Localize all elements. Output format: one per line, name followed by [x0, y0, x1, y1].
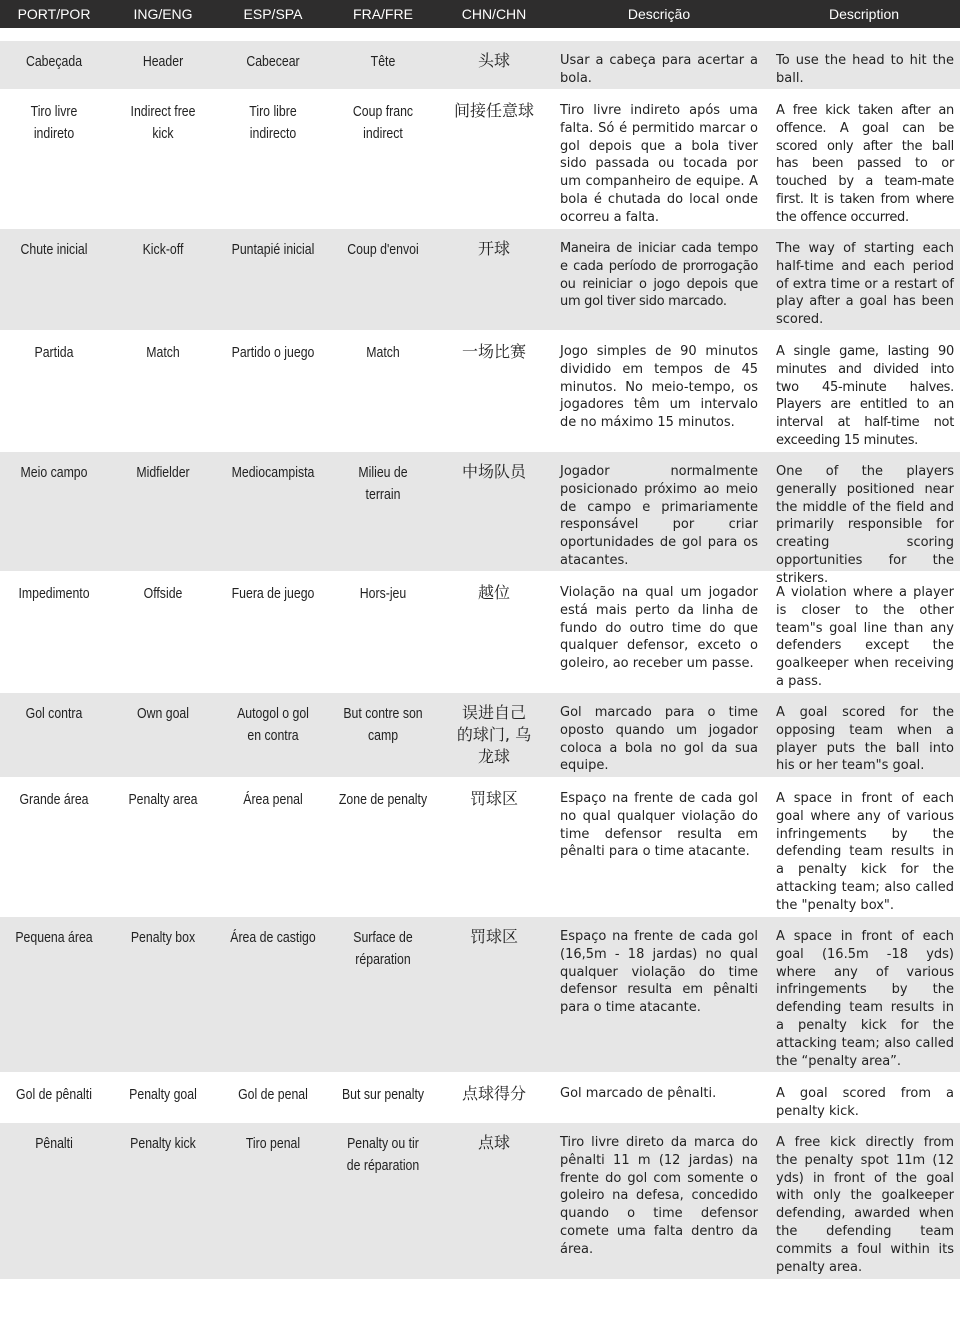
header-spacer [0, 28, 960, 39]
description-en: A free kick directly from the penalty spot 11m (12 yds) in front of the goal with only the goalkeeper defending, awarded when the defending team commits a foul within its penalty area. [776, 1135, 954, 1275]
description-en: One of the players generally positioned near the middle of the field and primarily responsible for creating scoring opportunities for the strikers. [776, 464, 954, 586]
description-en: A violation where a player is closer to the other team"s goal line than any defenders except the goalkeeper when receiving a pass. [776, 585, 954, 689]
table-row [0, 777, 960, 915]
description-pt: Espaço na frente de cada gol (16,5m - 18 jardas) no qual qualquer violação do time defensor resulta em pênalti para o time atacante. [560, 929, 758, 1016]
term-por: Tiro livre indireto [30, 103, 78, 142]
term-eng: Midfielder [136, 464, 190, 481]
term-chn: 点球 [477, 1133, 510, 1152]
term-eng: Penalty area [128, 791, 198, 808]
term-chn: 罚球区 [469, 789, 518, 808]
term-eng: Penalty goal [129, 1086, 197, 1103]
term-fra: Penalty ou tir de réparation [346, 1135, 420, 1174]
description-pt: Gol marcado de pênalti. [560, 1086, 717, 1101]
term-fra: Hors-jeu [359, 585, 407, 602]
description-en: A goal scored from a penalty kick. [776, 1086, 954, 1119]
table-row [0, 915, 960, 1072]
term-spa: Cabecear [246, 53, 300, 70]
term-por: Grande área [19, 791, 89, 808]
description-pt: Espaço na frente de cada gol no qual qualquer violação do time defensor resulta em pênalti para o time atacante. [560, 791, 758, 860]
term-spa: Autogol o gol en contra [237, 705, 309, 744]
header-spa: ESP/SPA [243, 6, 303, 22]
term-fra: Zone de penalty [338, 791, 428, 808]
term-por: Partida [34, 344, 74, 361]
description-pt: Violação na qual um jogador está mais perto da linha de fundo do outro time do que qualquer defensor, exceto o goleiro, ao receber um passe. [560, 585, 758, 672]
header-fra: FRA/FRE [353, 6, 413, 22]
term-spa: Puntapié inicial [231, 241, 315, 258]
term-chn: 越位 [477, 583, 510, 602]
header-description: Description [828, 6, 900, 22]
term-spa: Gol de penal [238, 1086, 308, 1103]
term-por: Meio campo [20, 464, 88, 481]
term-fra: Coup franc indirect [352, 103, 414, 142]
table-row [0, 227, 960, 330]
term-eng: Penalty box [130, 929, 196, 946]
description-en: A goal scored for the opposing team when a player puts the ball into his or her team"s goal. [776, 705, 954, 774]
term-por: Chute inicial [20, 241, 88, 258]
description-pt: Gol marcado para o time oposto quando um jogador coloca a bola no gol da sua equipe. [560, 705, 758, 774]
description-en: A free kick taken after an offence. A goal can be scored only after the ball has been passed to or touched by a team-mate first. It is taken from where the offence occurred. [776, 103, 954, 225]
term-fra: Coup d'envoi [347, 241, 419, 258]
term-chn: 中场队员 [461, 462, 526, 481]
term-spa: Área de castigo [230, 929, 316, 946]
term-fra: But contre son camp [343, 705, 423, 744]
table-row [0, 691, 960, 777]
table-row [0, 1121, 960, 1279]
description-en: To use the head to hit the ball. [776, 53, 954, 86]
table-header [0, 0, 960, 28]
header-chn: CHN/CHN [461, 6, 527, 22]
term-eng: Own goal [137, 705, 189, 722]
table-row [0, 39, 960, 89]
table-row [0, 450, 960, 586]
term-eng: Match [146, 344, 180, 361]
term-chn: 误进自己 的球门, 乌 龙球 [456, 703, 532, 766]
description-en: A single game, lasting 90 minutes and divided into two 45-minute halves. Players are entitled to an interval at half-time not exceeding 15 minutes. [776, 344, 954, 448]
description-pt: Jogo simples de 90 minutos dividido em tempos de 45 minutos. No meio-tempo, os jogadores têm um intervalo de no máximo 15 minutos. [560, 344, 758, 431]
description-pt: Tiro livre direto da marca do pênalti 11 m (12 jardas) na frente do gol com somente o goleiro na defesa, concedido quando o time defensor comete uma falta dentro da área. [560, 1135, 758, 1257]
term-chn: 一场比赛 [461, 342, 526, 361]
term-spa: Área penal [243, 791, 303, 808]
description-en: A space in front of each goal where any of various infringements by the defending team results in a penalty kick for the attacking team; also called the "penalty box". [776, 791, 954, 913]
term-eng: Penalty kick [130, 1135, 196, 1152]
term-spa: Tiro penal [245, 1135, 301, 1152]
term-fra: But sur penalty [341, 1086, 425, 1103]
table-row [0, 330, 960, 450]
term-chn: 点球得分 [461, 1084, 526, 1103]
term-fra: Tête [370, 53, 396, 70]
term-eng: Header [142, 53, 184, 70]
term-fra: Milieu de terrain [358, 464, 408, 503]
term-por: Pequena área [15, 929, 93, 946]
term-por: Cabeçada [25, 53, 83, 70]
description-pt: Usar a cabeça para acertar a bola. [560, 53, 758, 86]
term-por: Pênalti [35, 1135, 73, 1152]
table-row [0, 89, 960, 227]
term-fra: Match [366, 344, 400, 361]
term-spa: Fuera de juego [231, 585, 315, 602]
term-chn: 间接任意球 [453, 101, 534, 120]
term-fra: Surface de réparation [353, 929, 413, 968]
description-en: The way of starting each half-time and each period of extra time or a restart of play after a goal has been scored. [776, 241, 954, 328]
header-por: PORT/POR [17, 6, 91, 22]
term-eng: Kick-off [142, 241, 184, 258]
term-por: Gol contra [25, 705, 83, 722]
table-row [0, 1072, 960, 1121]
term-chn: 罚球区 [469, 927, 518, 946]
term-eng: Offside [143, 585, 183, 602]
description-en: A space in front of each goal (16.5m -18 yds) where any of various infringements by the defending team results in a penalty kick for the attacking team; also called the “penalty area”. [776, 929, 954, 1069]
table-row [0, 571, 960, 691]
description-pt: Jogador normalmente posicionado próximo ao meio de campo e primariamente responsável por criar oportunidades de gol para os atacantes. [560, 464, 758, 568]
term-chn: 开球 [477, 239, 510, 258]
term-spa: Mediocampista [231, 464, 315, 481]
description-pt: Tiro livre indireto após uma falta. Só é permitido marcar o gol depois que a bola tiver sido passada ou tocada por um companheiro de equipe. A bola é chutada do local onde ocorreu a falta. [560, 103, 758, 225]
term-chn: 头球 [477, 51, 510, 70]
term-por: Impedimento [18, 585, 90, 602]
description-pt: Maneira de iniciar cada tempo e cada período de prorrogação ou reiniciar o jogo depois que um gol tiver sido marcado. [560, 241, 758, 310]
term-eng: Indirect free kick [130, 103, 196, 142]
term-spa: Partido o juego [231, 344, 315, 361]
term-spa: Tiro libre indirecto [249, 103, 297, 142]
term-por: Gol de pênalti [16, 1086, 92, 1103]
header-eng: ING/ENG [133, 6, 193, 22]
header-descricao: Descrição [627, 6, 691, 22]
